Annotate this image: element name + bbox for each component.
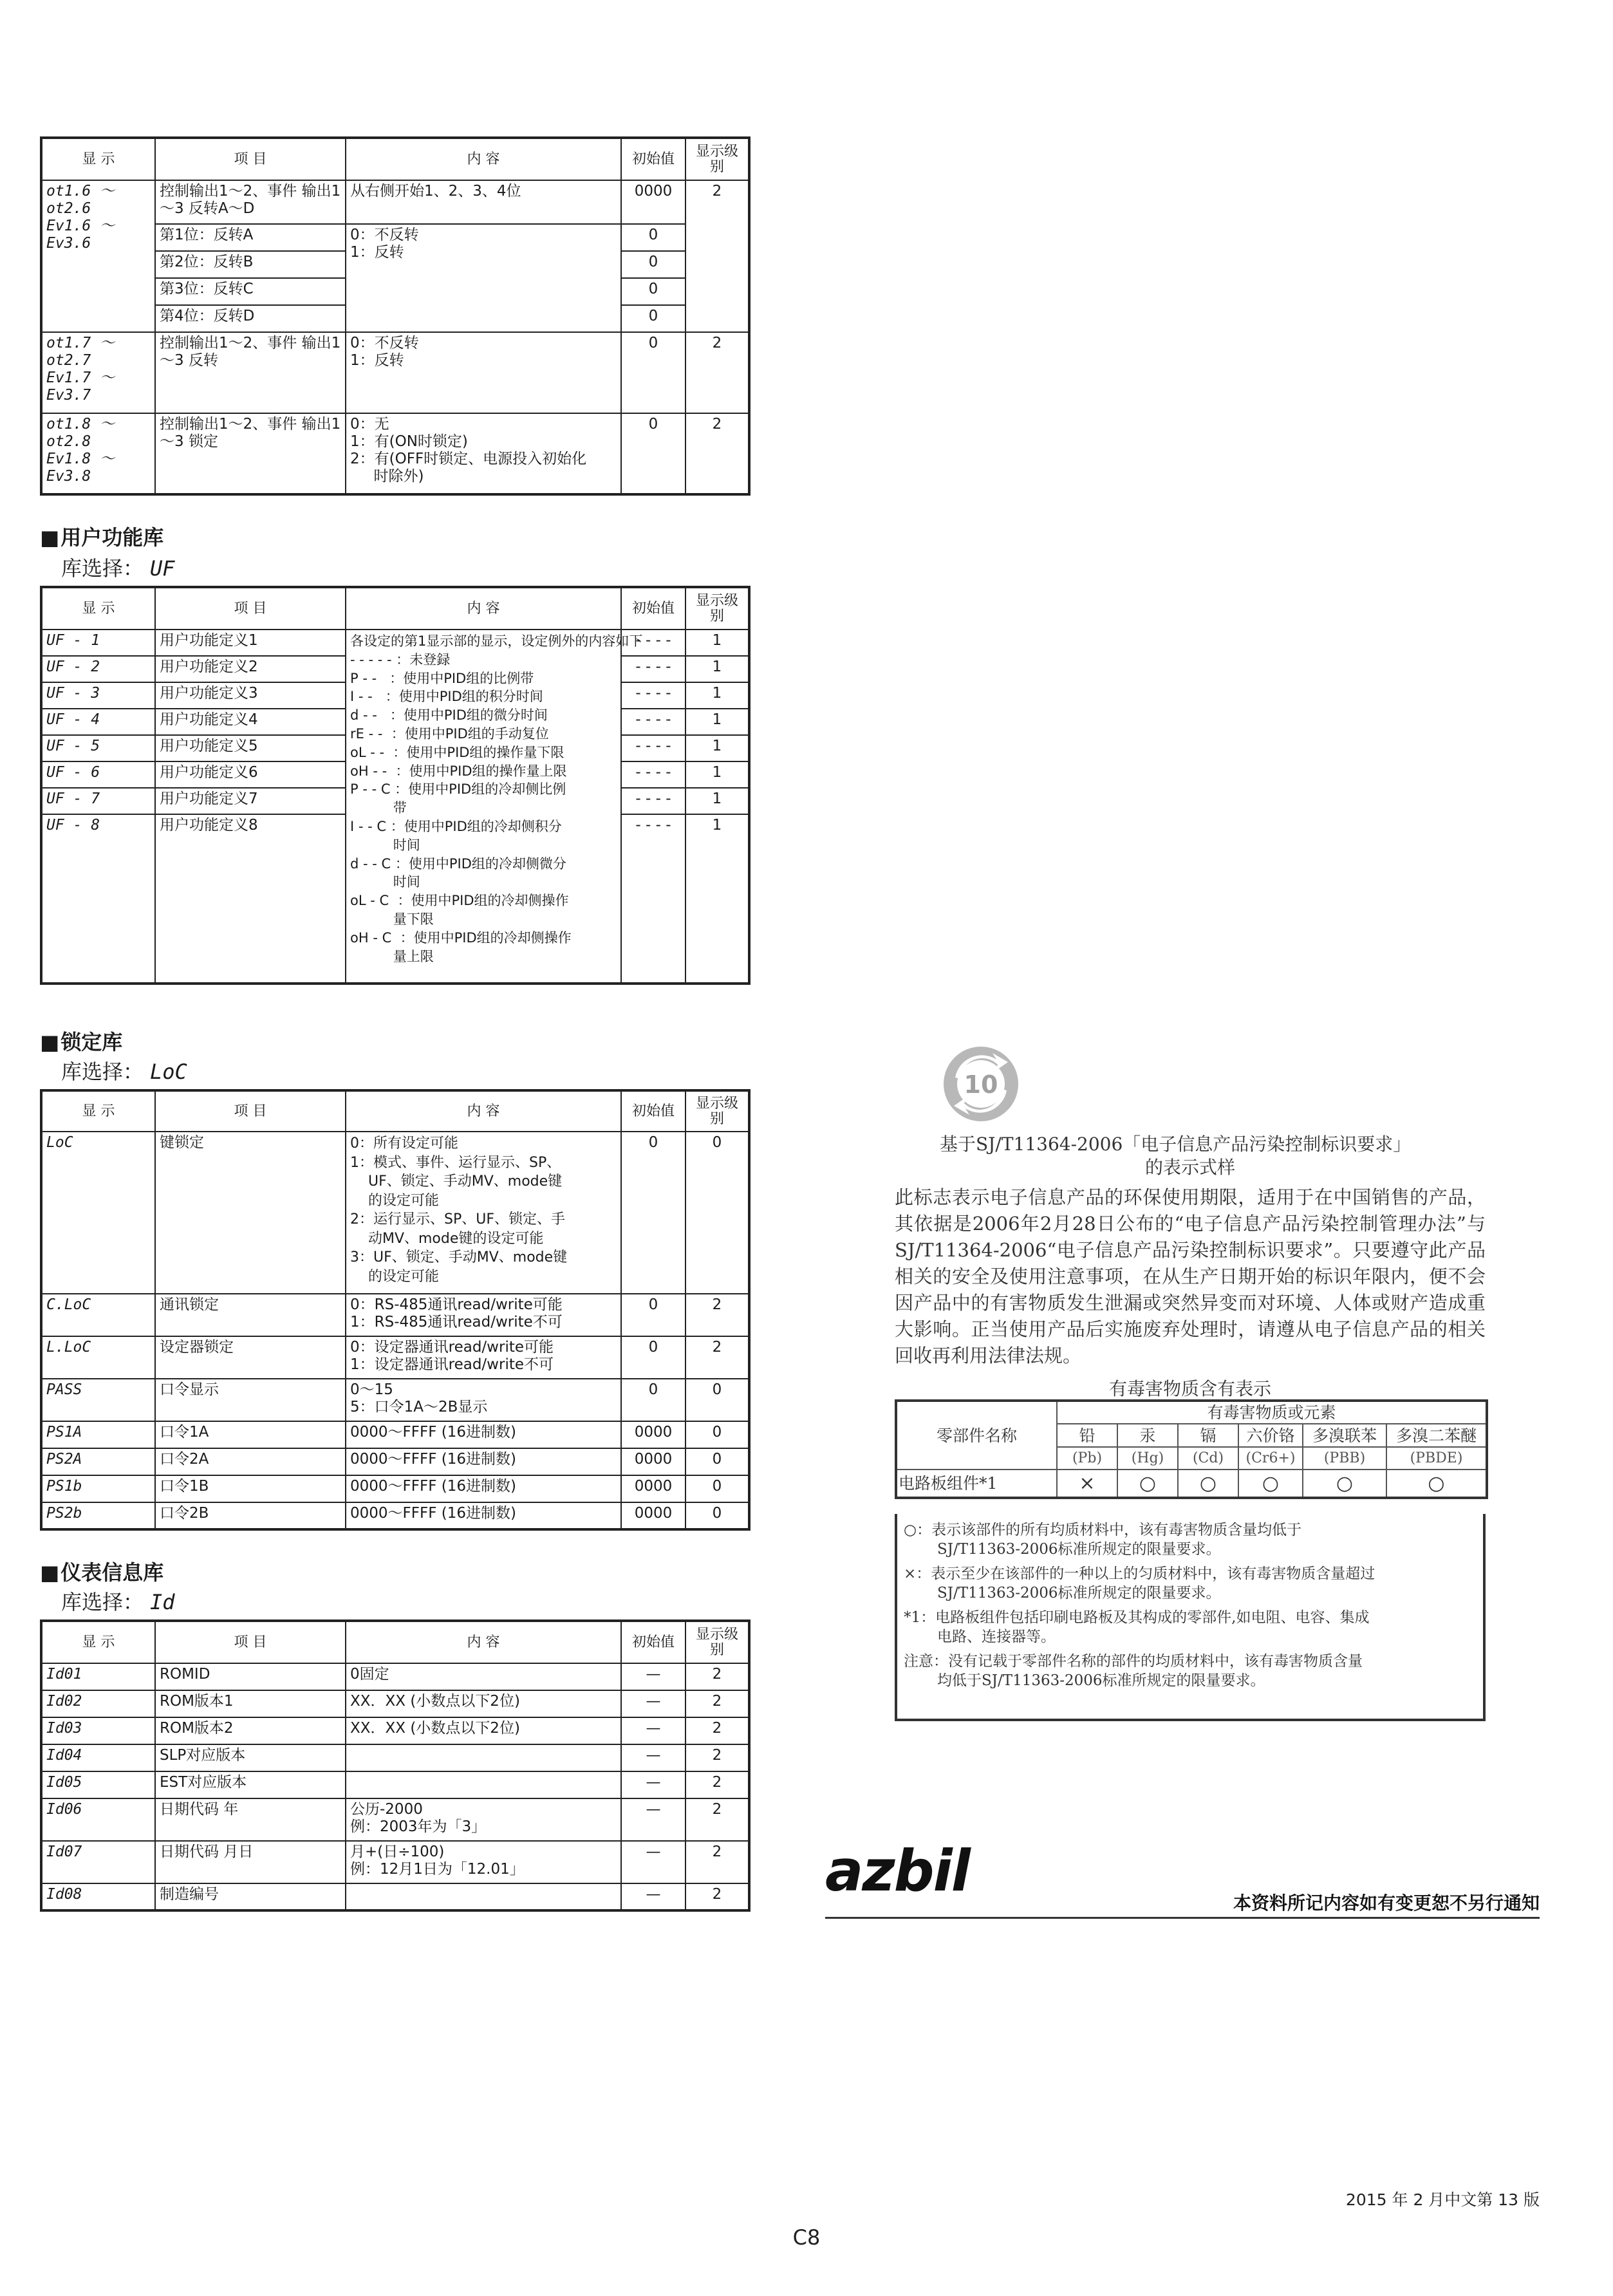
level-cell: 1 <box>685 682 749 709</box>
hazardous-substance-table <box>895 1399 1488 1499</box>
initial-cell: 0 <box>621 332 685 413</box>
header-display: 显 示 <box>41 1090 155 1132</box>
table-row <box>41 1717 749 1744</box>
content-mark: ○ <box>1238 1470 1303 1498</box>
initial-cell: - - - - <box>621 656 685 682</box>
initial-cell: — <box>621 1690 685 1717</box>
item-cell: SLP对应版本 <box>155 1744 346 1771</box>
display-code: L.LoC <box>41 1336 155 1379</box>
initial-cell: 0 <box>621 251 685 278</box>
display-code: Id08 <box>41 1883 155 1910</box>
header-content: 内 容 <box>346 587 621 630</box>
level-cell: 1 <box>685 761 749 788</box>
efup-10-logo-icon <box>941 1044 1021 1124</box>
level-cell: 1 <box>685 709 749 735</box>
bank-select-loc <box>61 1056 187 1085</box>
level-cell: 1 <box>685 788 749 814</box>
note-asterisk-cont: 电路、连接器等。 <box>937 1629 1056 1645</box>
level-cell: 0 <box>685 1475 749 1502</box>
display-code: UF - 7 <box>41 788 155 814</box>
initial-cell: 0000 <box>621 1421 685 1448</box>
content-mark: ○ <box>1117 1470 1178 1498</box>
table-row <box>41 180 749 224</box>
table-row <box>41 1379 749 1421</box>
initial-cell: 0000 <box>621 1448 685 1475</box>
substance-name: 多溴二苯醚 <box>1386 1424 1487 1447</box>
note-cross: ×：表示至少在该部件的一种以上的匀质材料中，该有毒害物质含量超过 <box>904 1565 1375 1582</box>
footer-divider <box>825 1917 1540 1919</box>
display-code: PASS <box>41 1379 155 1421</box>
item-cell: 口令1B <box>155 1475 346 1502</box>
section-title-user-function: ■ 用户功能库 <box>40 521 163 551</box>
level-cell: 1 <box>685 735 749 761</box>
header-level: 显示级别 <box>685 1090 749 1132</box>
initial-cell: — <box>621 1771 685 1798</box>
initial-cell: — <box>621 1841 685 1883</box>
rohs-heading-line1: 基于SJ/T11364-2006「电子信息产品污染控制标识要求」 <box>940 1134 1412 1155</box>
header-display: 显 示 <box>41 587 155 630</box>
substance-symbol: (PBDE) <box>1386 1447 1487 1470</box>
content-mark: ○ <box>1303 1470 1386 1498</box>
content-cell: 0000～FFFF (16进制数) <box>346 1448 621 1475</box>
level-cell: 0 <box>685 1502 749 1529</box>
content-cell: 0000～FFFF (16进制数) <box>346 1502 621 1529</box>
initial-cell: 0 <box>621 1379 685 1421</box>
item-cell: 用户功能定义8 <box>155 814 346 984</box>
item-cell: 口令2A <box>155 1448 346 1475</box>
substance-name: 镉 <box>1178 1424 1238 1447</box>
level-cell: 2 <box>685 1798 749 1841</box>
level-cell: 0 <box>685 1448 749 1475</box>
content-mark: ○ <box>1178 1470 1238 1498</box>
content-cell: 0000～FFFF (16进制数) <box>346 1475 621 1502</box>
display-code: UF - 4 <box>41 709 155 735</box>
content-cell <box>346 1883 621 1910</box>
table-row <box>41 1132 749 1294</box>
content-cell: 公历-2000 例：2003年为「3」 <box>346 1798 621 1841</box>
content-cell: 从右侧开始1、2、3、4位 <box>346 180 621 224</box>
content-cell <box>346 1771 621 1798</box>
content-cell <box>346 1744 621 1771</box>
level-cell: 1 <box>685 814 749 984</box>
display-code: Id03 <box>41 1717 155 1744</box>
content-mark: × <box>1057 1470 1117 1498</box>
content-cell: 0：所有设定可能 1：模式、事件、运行显示、SP、 UF、锁定、手动MV、mode键 的设定可能 2：运行显示、SP、UF、锁定、手 动MV、mode键的设定可能 3：UF、锁定、手动MV、mode键 的设定可能 <box>346 1132 621 1294</box>
content-cell: 0：无 1：有(ON时锁定) 2：有(OFF时锁定、电源投入初始化 时除外) <box>346 413 621 494</box>
item-cell: 日期代码 月日 <box>155 1841 346 1883</box>
substance-symbol: (Pb) <box>1057 1447 1117 1470</box>
table-row <box>41 1294 749 1336</box>
item-cell: 口令2B <box>155 1502 346 1529</box>
header-initial: 初始值 <box>621 1090 685 1132</box>
initial-cell: 0 <box>621 1336 685 1379</box>
substance-name: 汞 <box>1117 1424 1178 1447</box>
bank-select-uf <box>61 552 175 582</box>
bank-select-code: LoC <box>150 1059 187 1084</box>
level-cell: 2 <box>685 1336 749 1379</box>
level-cell: 1 <box>685 656 749 682</box>
azbil-logo: azbil <box>825 1838 969 1904</box>
item-cell: 用户功能定义2 <box>155 656 346 682</box>
display-code: PS2A <box>41 1448 155 1475</box>
level-cell: 2 <box>685 1744 749 1771</box>
content-cell: 0000～FFFF (16进制数) <box>346 1421 621 1448</box>
display-code: UF - 8 <box>41 814 155 984</box>
header-level: 显示级别 <box>685 587 749 630</box>
bank-select-label: 库选择： <box>61 1059 144 1084</box>
content-cell: 0～15 5：口令1A～2B显示 <box>346 1379 621 1421</box>
item-cell: 日期代码 年 <box>155 1798 346 1841</box>
item-cell: 用户功能定义3 <box>155 682 346 709</box>
display-code: ot1.7 ～ ot2.7 Ev1.7 ～ Ev3.7 <box>41 332 155 413</box>
initial-cell: — <box>621 1883 685 1910</box>
header-level: 显示级别 <box>685 1621 749 1663</box>
item-cell: 口令1A <box>155 1421 346 1448</box>
item-cell: ROM版本1 <box>155 1690 346 1717</box>
content-cell: 0固定 <box>346 1663 621 1690</box>
item-cell: 第4位：反转D <box>155 305 346 332</box>
display-code: PS2b <box>41 1502 155 1529</box>
rohs-heading-line2: 的表示式样 <box>1144 1157 1235 1178</box>
initial-cell: — <box>621 1744 685 1771</box>
header-content: 内 容 <box>346 138 621 180</box>
display-code: C.LoC <box>41 1294 155 1336</box>
item-cell: 用户功能定义1 <box>155 630 346 656</box>
initial-cell: 0000 <box>621 1475 685 1502</box>
initial-cell: — <box>621 1663 685 1690</box>
display-code: LoC <box>41 1132 155 1294</box>
display-code: UF - 3 <box>41 682 155 709</box>
content-cell: 0：RS-485通讯read/write可能 1：RS-485通讯read/write不可 <box>346 1294 621 1336</box>
display-code: Id04 <box>41 1744 155 1771</box>
output-reverse-table <box>40 136 751 496</box>
level-cell: 2 <box>685 1883 749 1910</box>
table-row <box>41 1475 749 1502</box>
display-code: PS1A <box>41 1421 155 1448</box>
substance-symbol: (Hg) <box>1117 1447 1178 1470</box>
substance-symbol: (Cr6+) <box>1238 1447 1303 1470</box>
display-code: Id07 <box>41 1841 155 1883</box>
item-cell: 键锁定 <box>155 1132 346 1294</box>
initial-cell: — <box>621 1798 685 1841</box>
table-row <box>41 1690 749 1717</box>
initial-cell: - - - - <box>621 682 685 709</box>
hazard-table-title: 有毒害物质含有表示 <box>1108 1378 1271 1399</box>
note-circle: ○：表示该部件的所有均质材料中，该有毒害物质含量均低于 <box>904 1522 1302 1538</box>
header-level: 显示级别 <box>685 138 749 180</box>
content-mark: ○ <box>1386 1470 1487 1498</box>
initial-cell: - - - - <box>621 709 685 735</box>
initial-cell: 0 <box>621 1294 685 1336</box>
display-code: Id01 <box>41 1663 155 1690</box>
section-title-instrument-info: ■ 仪表信息库 <box>40 1556 163 1586</box>
table-row <box>41 1841 749 1883</box>
display-code: UF - 6 <box>41 761 155 788</box>
initial-cell: 0000 <box>621 1502 685 1529</box>
lock-table <box>40 1089 751 1531</box>
display-code: PS1b <box>41 1475 155 1502</box>
initial-cell: 0 <box>621 413 685 494</box>
initial-cell: 0 <box>621 224 685 251</box>
substance-name: 六价铬 <box>1238 1424 1303 1447</box>
efup-number: 10 <box>964 1070 998 1099</box>
header-display: 显 示 <box>41 138 155 180</box>
initial-cell: 0 <box>621 278 685 305</box>
initial-cell: - - - - <box>621 761 685 788</box>
content-cell: XX．XX (小数点以下2位) <box>346 1690 621 1717</box>
rohs-paragraph: 此标志表示电子信息产品的环保使用期限，适用于在中国销售的产品，其依据是2006年2月28日公布的“电子信息产品污染控制管理办法”与SJ/T11364-2006“电子信息产品污染控制标识要求”。只要遵守此产品相关的安全及使用注意事项，在从生产日期开始的标识年限内，便不会因产品中的有害物质发生泄漏或突然异变而对环境、人体或财产造成重大影响。正当使用产品后实施废弃处理时，请遵从电子信息产品的相关回收再利用法律法规。 <box>895 1186 1486 1367</box>
part-name-cell: 电路板组件*1 <box>896 1470 1057 1498</box>
content-cell: 0：不反转 1：反转 <box>346 224 621 332</box>
table-row <box>41 630 749 656</box>
item-cell: 口令显示 <box>155 1379 346 1421</box>
level-cell: 0 <box>685 1379 749 1421</box>
substance-symbol: (Cd) <box>1178 1447 1238 1470</box>
level-cell: 2 <box>685 1690 749 1717</box>
item-cell: 用户功能定义7 <box>155 788 346 814</box>
display-code: ot1.8 ～ ot2.8 Ev1.8 ～ Ev3.8 <box>41 413 155 494</box>
item-cell: ROM版本2 <box>155 1717 346 1744</box>
substance-name: 多溴联苯 <box>1303 1424 1386 1447</box>
item-cell: 控制输出1～2、事件 输出1～3 反转A～D <box>155 180 346 224</box>
header-content: 内 容 <box>346 1090 621 1132</box>
content-cell: 0：不反转 1：反转 <box>346 332 621 413</box>
header-item: 项 目 <box>155 587 346 630</box>
level-cell: 2 <box>685 1663 749 1690</box>
note-caution-cont: 均低于SJ/T11363-2006标准所规定的限量要求。 <box>937 1672 1265 1689</box>
level-cell: 2 <box>685 180 749 332</box>
note-circle-cont: SJ/T11363-2006标准所规定的限量要求。 <box>937 1541 1221 1558</box>
level-cell: 2 <box>685 1717 749 1744</box>
display-code: Id06 <box>41 1798 155 1841</box>
initial-cell: 0000 <box>621 180 685 224</box>
substance-name: 铅 <box>1057 1424 1117 1447</box>
hazard-notes <box>895 1514 1486 1721</box>
header-display: 显 示 <box>41 1621 155 1663</box>
content-cell: XX．XX (小数点以下2位) <box>346 1717 621 1744</box>
item-cell: EST对应版本 <box>155 1771 346 1798</box>
edition-info: 2015 年 2 月中文第 13 版 <box>1345 2190 1540 2209</box>
display-code: UF - 1 <box>41 630 155 656</box>
table-row <box>41 332 749 413</box>
level-cell: 0 <box>685 1421 749 1448</box>
header-item: 项 目 <box>155 1090 346 1132</box>
bank-select-label: 库选择： <box>61 556 144 581</box>
note-caution: 注意：没有记载于零部件名称的部件的均质材料中，该有毒害物质含量 <box>904 1653 1363 1670</box>
bank-select-code: Id <box>150 1590 175 1614</box>
display-code: Id05 <box>41 1771 155 1798</box>
page-number: C8 <box>792 2225 821 2250</box>
initial-cell: - - - - <box>621 630 685 656</box>
initial-cell: 0 <box>621 305 685 332</box>
header-initial: 初始值 <box>621 587 685 630</box>
substance-symbol: (PBB) <box>1303 1447 1386 1470</box>
table-row <box>41 1336 749 1379</box>
level-cell: 2 <box>685 413 749 494</box>
instrument-info-table <box>40 1619 751 1912</box>
item-cell: 控制输出1～2、事件 输出1～3 反转 <box>155 332 346 413</box>
initial-cell: - - - - <box>621 788 685 814</box>
col-substance-group: 有毒害物质或元素 <box>1057 1401 1487 1424</box>
level-cell: 2 <box>685 1841 749 1883</box>
item-cell: 用户功能定义6 <box>155 761 346 788</box>
content-cell: 各设定的第1显示部的显示，设定例外的内容如下 - - - - - ：未登録 P - - ：使用中PID组的比例带 I - - ：使用中PID组的积分时间 d - - ：使用中PID组的微分时间 rE - - ：使用中PID组的手动复位 oL - - ：使用中PID组的操作量下限 oH - - ：使用中PID组的操作量上限 P - - C ：使用中PID组的冷却侧比例 带 I - - C ：使用中PID组的冷却侧积分 时间 d - - C ：使用中PID组的冷却侧微分 时间 oL - C ：使用中PID组的冷却侧操作 量下限 oH - C ：使用中PID组的冷却侧操作 量上限 <box>346 630 621 984</box>
bank-select-code: UF <box>150 556 175 581</box>
item-cell: 通讯锁定 <box>155 1294 346 1336</box>
section-title-lock: ■ 锁定库 <box>40 1026 122 1056</box>
display-code: ot1.6 ～ ot2.6 Ev1.6 ～ Ev3.6 <box>41 180 155 332</box>
initial-cell: - - - - <box>621 814 685 984</box>
item-cell: 用户功能定义5 <box>155 735 346 761</box>
header-initial: 初始值 <box>621 138 685 180</box>
header-initial: 初始值 <box>621 1621 685 1663</box>
table-row <box>896 1470 1487 1498</box>
bank-select-id <box>61 1586 175 1616</box>
table-row <box>41 1663 749 1690</box>
content-cell: 月+(日÷100) 例：12月1日为「12.01」 <box>346 1841 621 1883</box>
initial-cell: — <box>621 1717 685 1744</box>
item-cell: ROMID <box>155 1663 346 1690</box>
table-row <box>41 1448 749 1475</box>
level-cell: 2 <box>685 1294 749 1336</box>
item-cell: 用户功能定义4 <box>155 709 346 735</box>
item-cell: 制造编号 <box>155 1883 346 1910</box>
table-row <box>41 1502 749 1529</box>
item-cell: 设定器锁定 <box>155 1336 346 1379</box>
item-cell: 第1位：反转A <box>155 224 346 251</box>
initial-cell: - - - - <box>621 735 685 761</box>
initial-cell: 0 <box>621 1132 685 1294</box>
item-cell: 第3位：反转C <box>155 278 346 305</box>
item-cell: 第2位：反转B <box>155 251 346 278</box>
header-item: 项 目 <box>155 138 346 180</box>
bank-select-label: 库选择： <box>61 1590 144 1614</box>
note-cross-cont: SJ/T11363-2006标准所规定的限量要求。 <box>937 1585 1221 1601</box>
display-code: UF - 2 <box>41 656 155 682</box>
header-content: 内 容 <box>346 1621 621 1663</box>
display-code: Id02 <box>41 1690 155 1717</box>
header-item: 项 目 <box>155 1621 346 1663</box>
item-cell: 控制输出1～2、事件 输出1～3 锁定 <box>155 413 346 494</box>
level-cell: 0 <box>685 1132 749 1294</box>
table-row <box>41 1744 749 1771</box>
user-function-table <box>40 586 751 985</box>
change-notice: 本资料所记内容如有变更恕不另行通知 <box>1233 1892 1540 1914</box>
level-cell: 1 <box>685 630 749 656</box>
level-cell: 2 <box>685 332 749 413</box>
table-row <box>41 1771 749 1798</box>
col-part-name: 零部件名称 <box>896 1401 1057 1470</box>
content-cell: 0：设定器通讯read/write可能 1：设定器通讯read/write不可 <box>346 1336 621 1379</box>
table-row <box>41 1421 749 1448</box>
table-row <box>41 1798 749 1841</box>
note-asterisk: *1：电路板组件包括印刷电路板及其构成的零部件,如电阻、电容、集成 <box>904 1609 1370 1626</box>
table-row <box>41 1883 749 1910</box>
display-code: UF - 5 <box>41 735 155 761</box>
table-row <box>41 413 749 494</box>
level-cell: 2 <box>685 1771 749 1798</box>
